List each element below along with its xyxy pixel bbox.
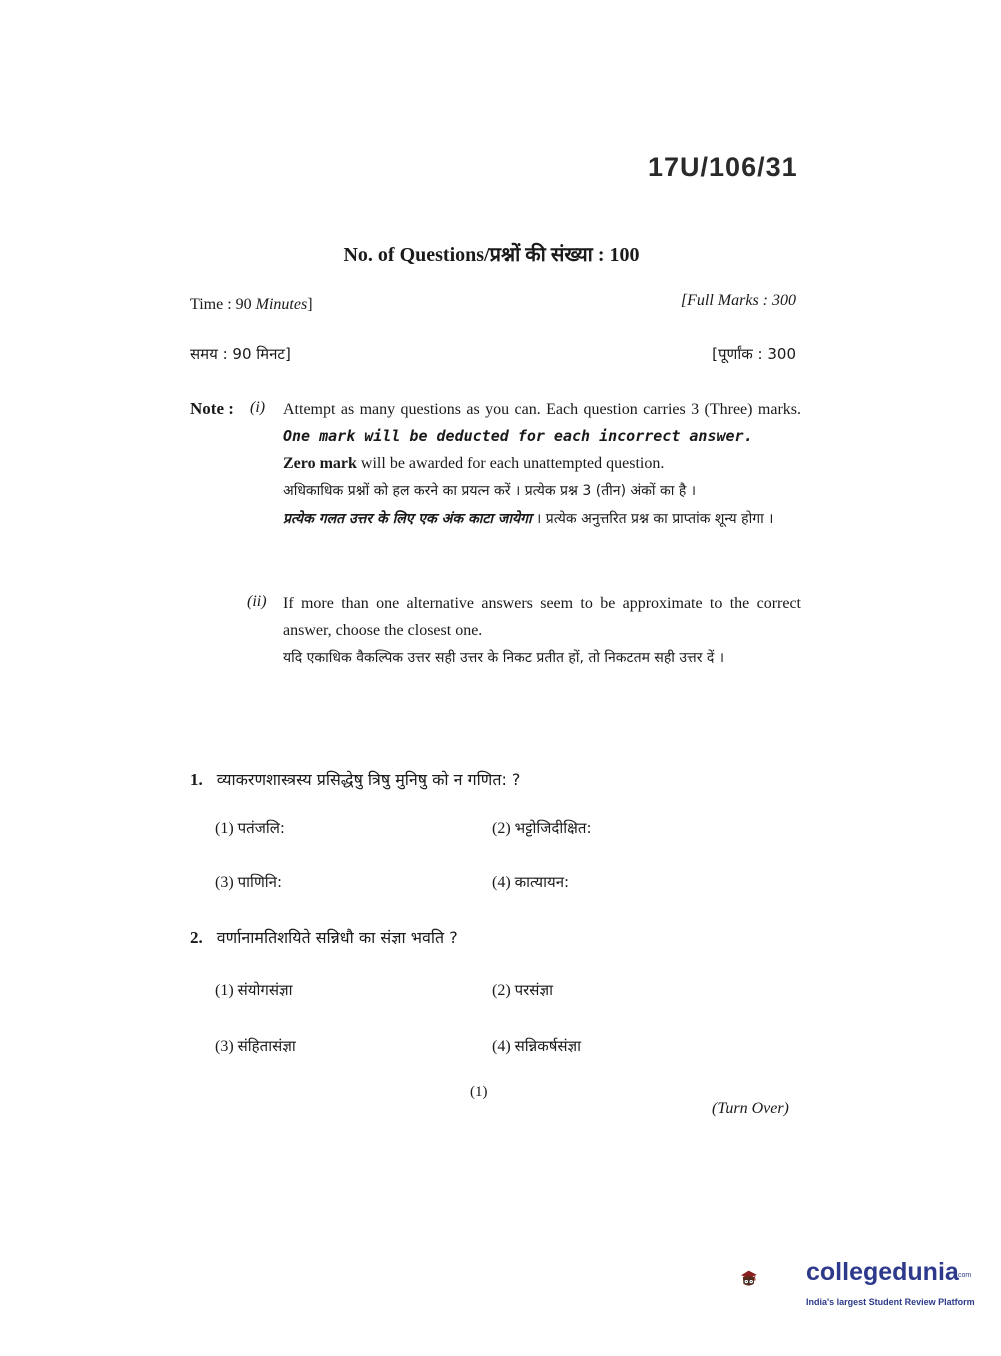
page-number: (1) [470, 1084, 488, 1100]
full-marks-hindi: [पूर्णांक : 300 [712, 345, 796, 363]
turn-over: (Turn Over) [712, 1100, 789, 1117]
paper-code: 17U/106/31 [648, 152, 798, 182]
q2-option-4: (4) सन्निकर्षसंज्ञा [492, 1037, 582, 1055]
note-item2-hi: यदि एकाधिक वैकल्पिक उत्तर सही उत्तर के निकट प्रतीत हों, तो निकटतम सही उत्तर दें । [283, 650, 725, 666]
collegedunia-logo-icon [740, 1244, 806, 1314]
number-of-questions: No. of Questions/प्रश्नों की संख्या : 100 [343, 244, 640, 266]
note-item2-marker: (ii) [247, 593, 267, 610]
watermark-brand-suffix: .com [956, 1272, 972, 1279]
q2-option-1: (1) संयोगसंज्ञा [215, 981, 293, 999]
full-marks-english: [Full Marks : 300 [680, 292, 796, 309]
question-2: 2. वर्णानामतिशयिते सन्निधौ का संज्ञा भवति ? [190, 928, 458, 947]
question-1: 1. व्याकरणशास्त्रस्य प्रसिद्धेषु त्रिषु मुनिषु को न गणित: ? [190, 770, 521, 789]
q1-option-1: (1) पतंजलि: [215, 819, 285, 837]
time-english: Time : 90 Minutes] [190, 296, 313, 313]
q2-option-2: (2) परसंज्ञा [492, 981, 553, 999]
q1-option-2: (2) भट्टोजिदीक्षित: [492, 819, 592, 837]
note-item2-en: If more than one alternative answers seem to be approximate to the correct answer, choose the closest one. [283, 595, 801, 639]
q2-option-3: (3) संहितासंज्ञा [215, 1037, 296, 1055]
note-label: Note : [190, 399, 234, 418]
watermark-tagline: India's largest Student Review Platform [806, 1297, 975, 1307]
q1-option-4: (4) कात्यायन: [492, 873, 570, 891]
time-hindi: समय : 90 मिनट] [190, 345, 291, 363]
note-item2 [283, 590, 801, 672]
note-item1-marker: (i) [250, 399, 266, 416]
note-item1-en: Attempt as many questions as you can. Each question carries 3 (Three) marks. One mark will be deducted for each incorrect answer. Zero mark will be awarded for each unattempted question. [283, 401, 801, 472]
q1-option-3: (3) पाणिनि: [215, 873, 283, 891]
watermark-brand: collegedunia [806, 1258, 959, 1286]
note-item1 [283, 396, 801, 533]
note-item1-hi: अधिकाधिक प्रश्नों को हल करने का प्रयत्न करें । प्रत्येक प्रश्न 3 (तीन) अंकों का है । प्रत्येक गलत उत्तर के लिए एक अंक काटा जायेगा । प्रत्येक अनुत्तरित प्रश्न का प्राप्तांक शून्य होगा । [283, 483, 774, 527]
